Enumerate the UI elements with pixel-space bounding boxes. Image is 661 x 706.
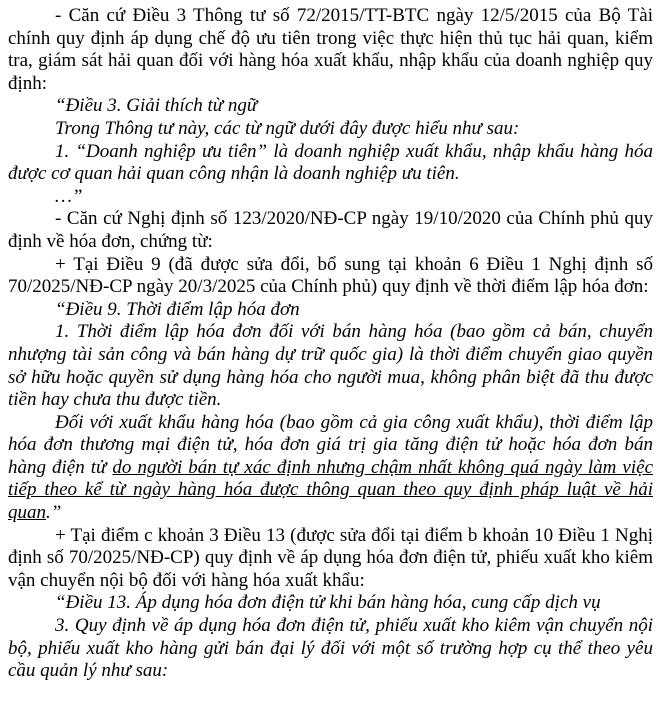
- paragraph-quote-article-3-clause-1: 1. “Doanh nghiệp ưu tiên” là doanh nghiệp xuất khẩu, nhập khẩu hàng hóa được cơ quan hải quan công nhận là doanh nghiệp ưu tiên.: [8, 140, 653, 185]
- paragraph-quote-article-9-clause-1: 1. Thời điểm lập hóa đơn đối với bán hàng hóa (bao gồm cả bán, chuyển nhượng tài sản công và bán hàng dự trữ quốc gia) là thời điểm chuyển giao quyền sở hữu hoặc quyền sử dụng hàng hóa cho người mua, không phân biệt đã thu được tiền hay chưa thu được tiền.: [8, 321, 653, 411]
- paragraph-reference-article-13: + Tại điểm c khoản 3 Điều 13 (được sửa đổi tại điểm b khoản 10 Điều 1 Nghị định số 70/2025/NĐ-CP) quy định về áp dụng hóa đơn điện tử, phiếu xuất kho kiêm vận chuyển nội bộ đối với hàng hóa xuất khẩu:: [8, 524, 653, 591]
- quote-export-segment-closing: .”: [46, 502, 62, 524]
- paragraph-quote-article-3-heading: “Điều 3. Giải thích từ ngữ: [55, 95, 258, 117]
- paragraph-quote-article-13-clause-3: 3. Quy định về áp dụng hóa đơn điện tử, phiếu xuất kho kiêm vận chuyển nội bộ, phiếu xuất kho hàng gửi bán đại lý đối với một số trường hợp cụ thể theo yêu cầu quản lý như sau:: [8, 615, 653, 682]
- paragraph-quote-ellipsis: …”: [55, 185, 83, 207]
- paragraph-quote-article-3-intro: Trong Thông tư này, các từ ngữ dưới đây được hiểu như sau:: [55, 117, 520, 139]
- paragraph-quote-article-13-heading: “Điều 13. Áp dụng hóa đơn điện tử khi bán hàng hóa, cung cấp dịch vụ: [55, 592, 601, 614]
- quote-export-segment-underlined: do người bán tự xác định nhưng chậm nhất không quá ngày làm việc tiếp theo kể từ ngày hàng hóa được thông quan theo quy định pháp luật về hải quan: [8, 456, 653, 524]
- quote-export-segment-plain-lead: Đối với xuất khẩu hàng hóa (bao gồm cả gia công xuất khẩu), thời điểm lập hóa đơn thương mại điện tử, hóa đơn giá trị gia tăng điện tử hoặc hóa đơn bán hàng điện tử: [8, 411, 653, 478]
- paragraph-quote-article-9-heading: “Điều 9. Thời điểm lập hóa đơn: [55, 298, 300, 320]
- paragraph-legal-basis-decree-123: - Căn cứ Nghị định số 123/2020/NĐ-CP ngày 19/10/2020 của Chính phủ quy định về hóa đơn, chứng từ:: [8, 208, 653, 252]
- paragraph-reference-article-9: + Tại Điều 9 (đã được sửa đổi, bổ sung tại khoản 6 Điều 1 Nghị định số 70/2025/NĐ-CP ngày 20/3/2025 của Chính phủ) quy định về thời điểm lập hóa đơn:: [8, 253, 653, 298]
- paragraph-legal-basis-circular-72: - Căn cứ Điều 3 Thông tư số 72/2015/TT-BTC ngày 12/5/2015 của Bộ Tài chính quy định áp dụng chế độ ưu tiên trong việc thực hiện thủ tục hải quan, kiểm tra, giám sát hải quan đối với hàng hóa xuất khẩu, nhập khẩu của doanh nghiệp quy định:: [8, 5, 653, 94]
- paragraph-quote-article-9-export: [8, 412, 653, 525]
